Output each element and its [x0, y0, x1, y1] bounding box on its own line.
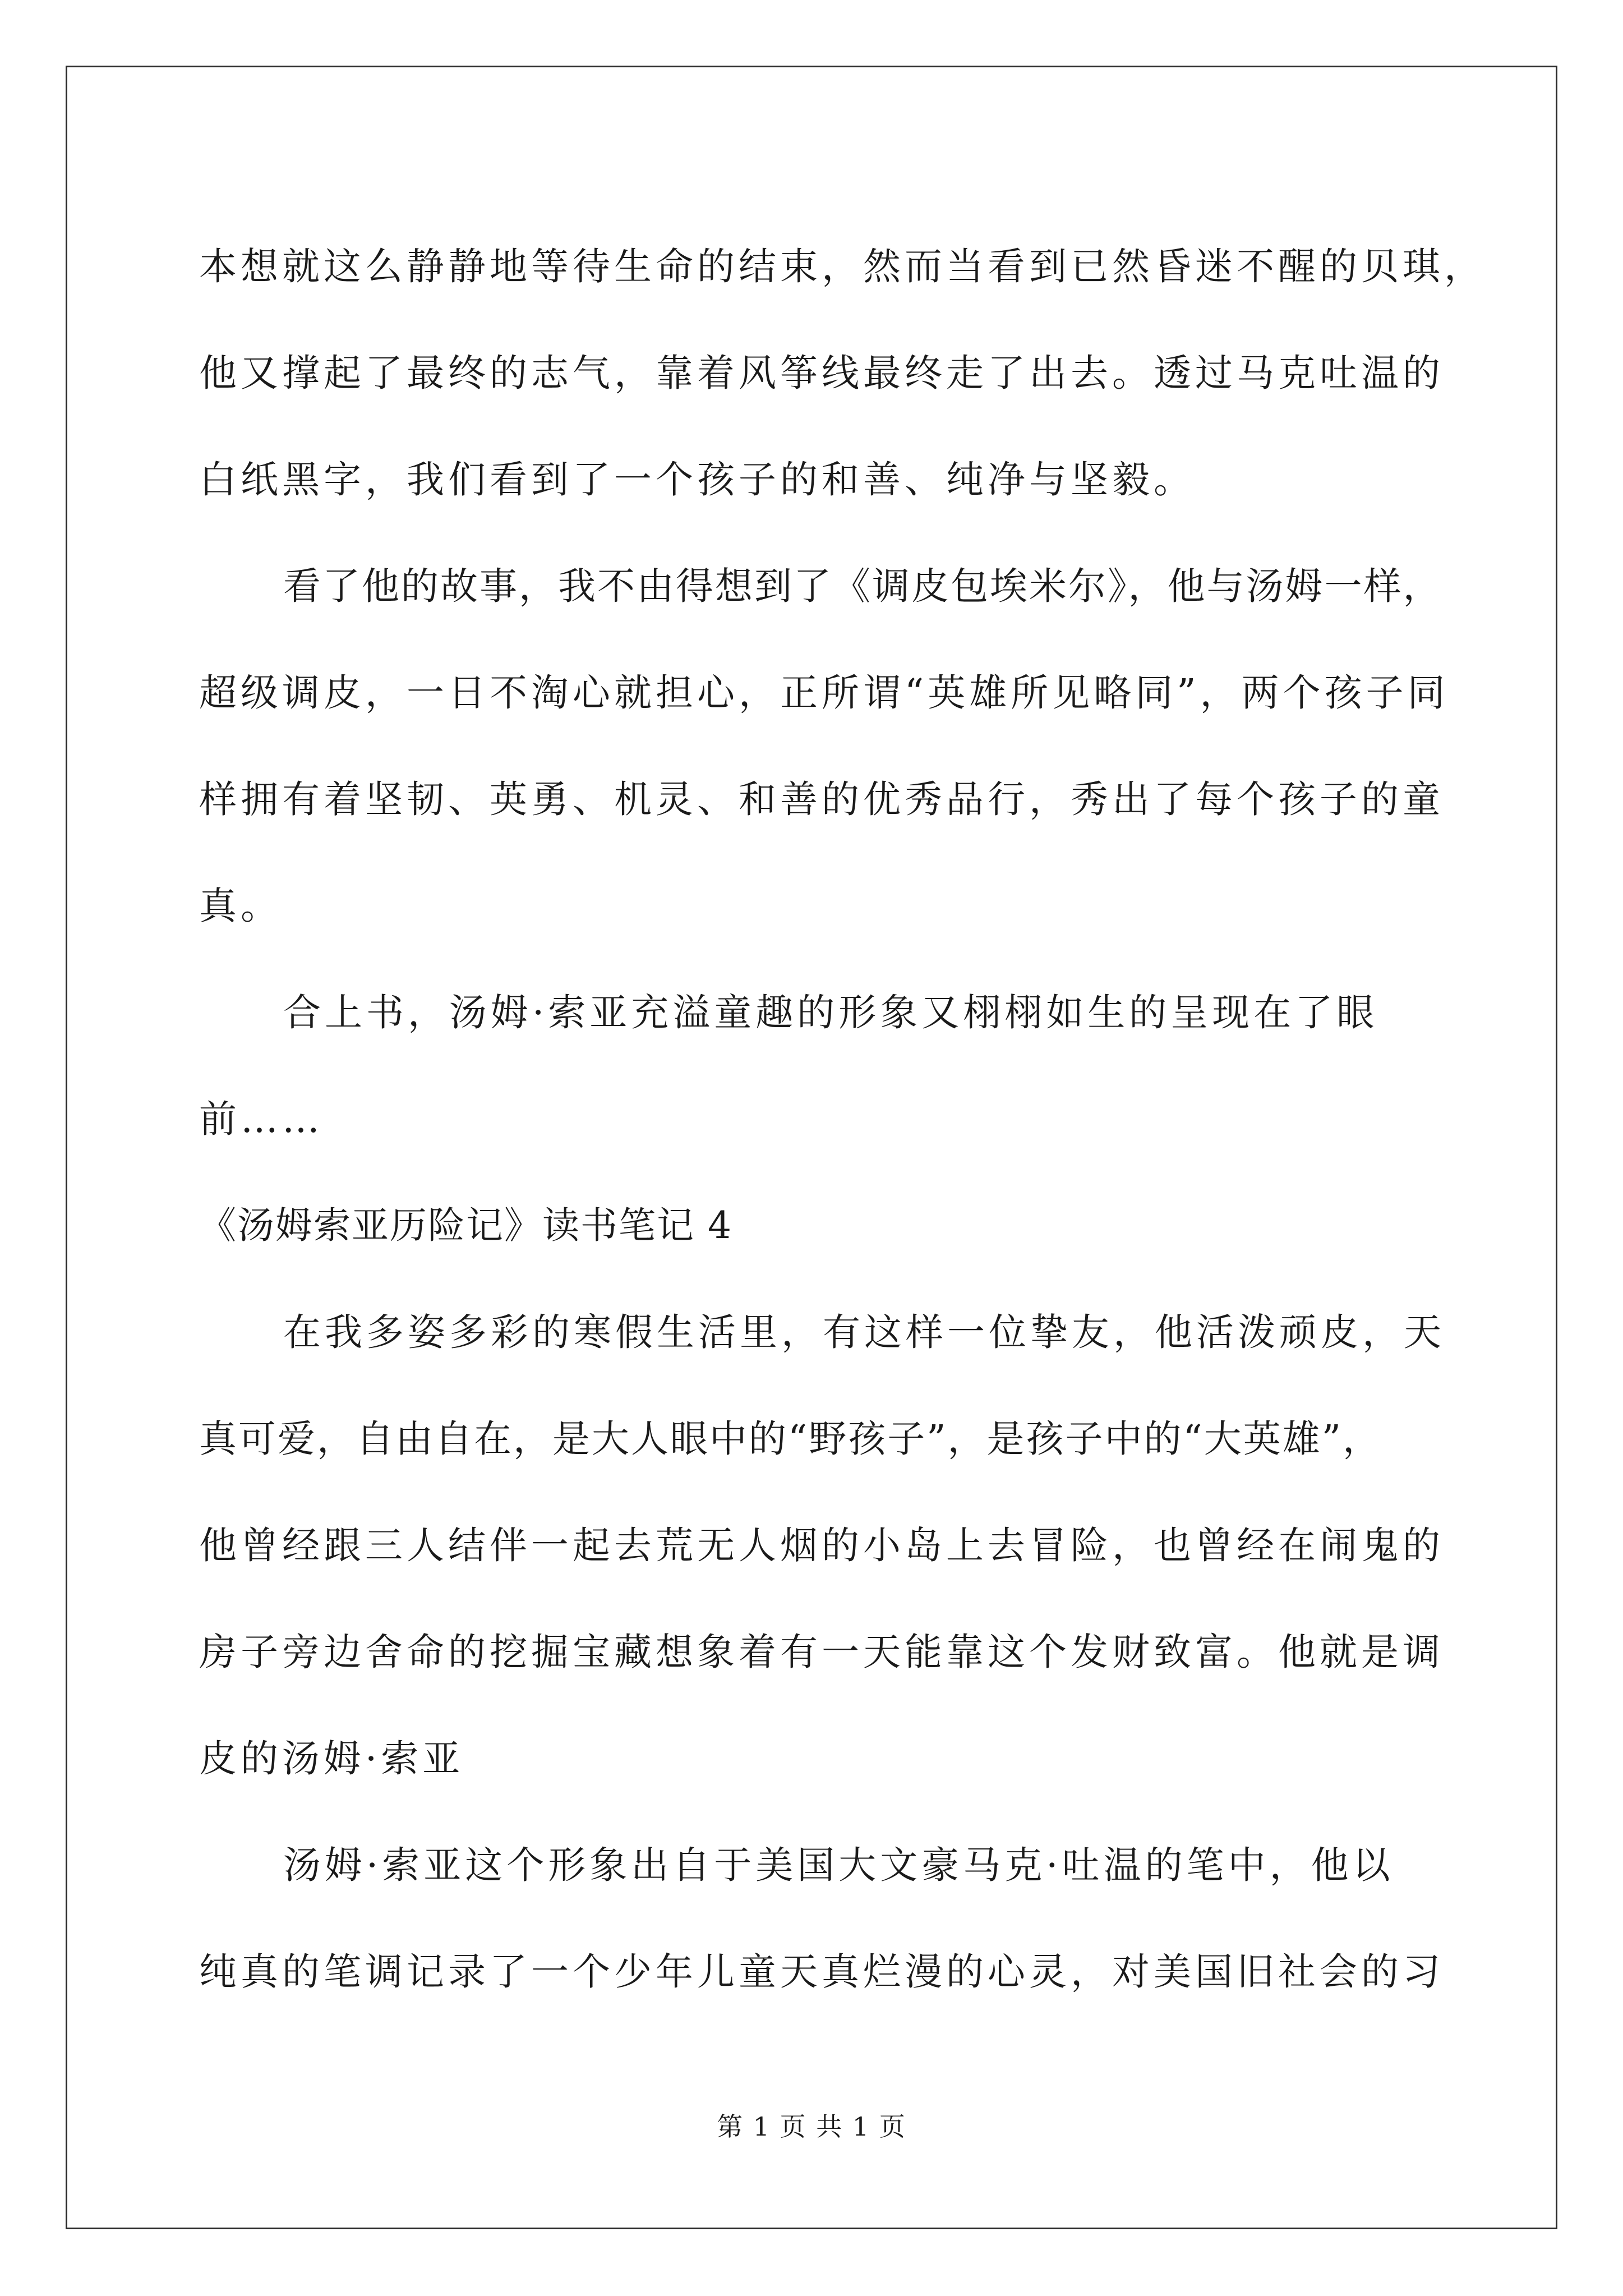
paragraph-line: 纯真的笔调记录了一个少年儿童天真烂漫的心灵，对美国旧社会的习 — [199, 1950, 1444, 1994]
paragraph-4 — [199, 1279, 1445, 1812]
paragraph-line: 在我多姿多彩的寒假生活里，有这样一位挚友，他活泼顽皮，天 — [283, 1310, 1445, 1354]
page-footer: 第 1 页 共 1 页 — [717, 2111, 906, 2142]
paragraph-line: 真可爱，自由自在，是大人眼中的“野孩子”，是孩子中的“大英雄”， — [199, 1417, 1382, 1461]
paragraph-line: 房子旁边舍命的挖掘宝藏想象着有一天能靠这个发财致富。他就是调 — [199, 1630, 1444, 1674]
paragraph-line: 合上书，汤姆·索亚充溢童趣的形象又栩栩如生的呈现在了眼 — [283, 991, 1378, 1034]
paragraph-line: 真。 — [199, 884, 282, 928]
paragraph-line: 皮的汤姆·索亚 — [199, 1737, 464, 1780]
document-body — [199, 213, 1486, 2025]
paragraph-line: 本想就这么静静地等待生命的结束，然而当看到已然昏迷不醒的贝琪， — [199, 245, 1486, 288]
paragraph-line: 他曾经跟三人结伴一起去荒无人烟的小岛上去冒险，也曾经在闹鬼的 — [199, 1524, 1444, 1567]
paragraph-5 — [199, 1812, 1444, 2025]
paragraph-2 — [199, 533, 1449, 959]
paragraph-line: 样拥有着坚韧、英勇、机灵、和善的优秀品行，秀出了每个孩子的童 — [199, 777, 1444, 821]
section-title: 《汤姆索亚历险记》读书笔记 4 — [199, 1204, 732, 1247]
paragraph-line: 白纸黑字，我们看到了一个孩子的和善、纯净与坚毅。 — [199, 458, 1195, 501]
paragraph-line: 前…… — [199, 1097, 324, 1141]
paragraph-3 — [199, 959, 1433, 1172]
paragraph-line: 超级调皮，一日不淘心就担心，正所谓“英雄所见略同”，两个孩子同 — [199, 671, 1449, 715]
paragraph-1 — [199, 213, 1486, 533]
paragraph-line: 汤姆·索亚这个形象出自于美国大文豪马克·吐温的笔中，他以 — [283, 1843, 1394, 1887]
paragraph-line: 看了他的故事，我不由得想到了《调皮包埃米尔》，他与汤姆一样， — [283, 564, 1442, 608]
paragraph-line: 他又撑起了最终的志气，靠着风筝线最终走了出去。透过马克吐温的 — [199, 351, 1444, 395]
